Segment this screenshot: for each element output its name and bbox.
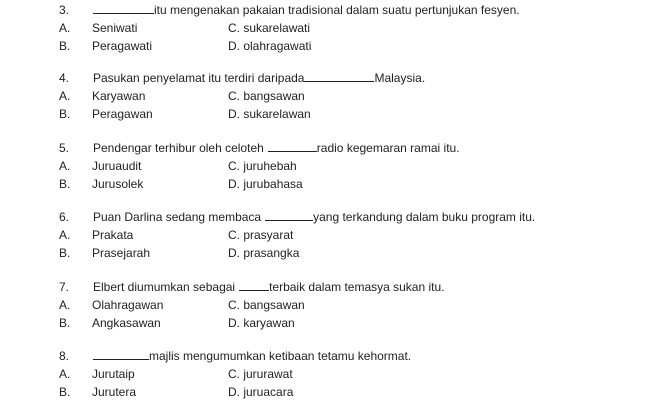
question-stem <box>93 140 460 156</box>
option-b: Peragawati <box>92 39 153 53</box>
answer-blank <box>239 279 269 291</box>
stem-before-text: Elbert diumumkan sebagai <box>93 280 236 294</box>
question-stem <box>93 348 411 364</box>
question-5 <box>0 140 650 194</box>
option-letter-a: A. <box>59 228 71 242</box>
option-letter-a: A. <box>59 159 71 173</box>
option-c: C. juruhebah <box>228 159 297 173</box>
option-c: C. bangsawan <box>228 298 305 312</box>
option-letter-b: B. <box>59 246 71 260</box>
option-a: Prakata <box>92 228 134 242</box>
question-number: 6. <box>59 210 70 224</box>
option-c: C. sukarelawati <box>228 21 311 35</box>
question-stem <box>93 279 445 295</box>
option-letter-b: B. <box>59 39 71 53</box>
question-4 <box>0 70 650 124</box>
option-b: Angkasawan <box>92 316 161 330</box>
option-a: Olahragawan <box>92 298 164 312</box>
option-letter-a: A. <box>59 367 71 381</box>
option-a: Seniwati <box>92 21 138 35</box>
stem-after-text: yang terkandung dalam buku program itu. <box>313 210 536 224</box>
question-7 <box>0 279 650 333</box>
option-d: D. juruacara <box>228 385 294 399</box>
answer-blank <box>93 348 149 360</box>
stem-before-text: Pasukan penyelamat itu terdiri daripada <box>93 71 305 85</box>
stem-before-text: Pendengar terhibur oleh celoteh <box>93 141 264 155</box>
question-number: 8. <box>59 349 70 363</box>
option-a: Juruaudit <box>92 159 142 173</box>
option-b: Prasejarah <box>92 246 151 260</box>
stem-after-text: majlis mengumumkan ketibaan tetamu kehormat. <box>149 349 412 363</box>
option-d: D. karyawan <box>228 316 295 330</box>
option-d: D. prasangka <box>228 246 300 260</box>
option-c: C. bangsawan <box>228 89 305 103</box>
option-letter-a: A. <box>59 298 71 312</box>
option-letter-b: B. <box>59 316 71 330</box>
stem-after-text: Malaysia. <box>374 71 426 85</box>
option-b: Peragawan <box>92 107 153 121</box>
option-letter-b: B. <box>59 107 71 121</box>
answer-blank <box>265 209 313 221</box>
option-letter-b: B. <box>59 177 71 191</box>
option-c: C. jururawat <box>228 367 293 381</box>
answer-blank <box>304 70 374 82</box>
option-d: D. sukarelawan <box>228 107 311 121</box>
option-a: Karyawan <box>92 89 146 103</box>
option-letter-a: A. <box>59 21 71 35</box>
question-stem <box>93 209 535 225</box>
question-6 <box>0 209 650 263</box>
option-d: D. olahragawati <box>228 39 312 53</box>
question-8 <box>0 348 650 402</box>
question-3 <box>0 2 650 56</box>
option-c: C. prasyarat <box>228 228 294 242</box>
answer-blank <box>268 140 317 152</box>
question-stem <box>93 2 520 18</box>
stem-after-text: itu mengenakan pakaian tradisional dalam suatu pertunjukan fesyen. <box>154 3 520 17</box>
question-number: 3. <box>59 3 70 17</box>
answer-blank <box>93 2 154 14</box>
stem-after-text: radio kegemaran ramai itu. <box>316 141 460 155</box>
question-stem <box>93 70 425 86</box>
question-number: 4. <box>59 71 70 85</box>
option-a: Jurutaip <box>92 367 135 381</box>
option-d: D. jurubahasa <box>228 177 303 191</box>
question-number: 7. <box>59 280 70 294</box>
question-number: 5. <box>59 141 70 155</box>
stem-after-text: terbaik dalam temasya sukan itu. <box>269 280 445 294</box>
option-b: Jurutera <box>92 385 137 399</box>
stem-before-text: Puan Darlina sedang membaca <box>93 210 262 224</box>
option-letter-a: A. <box>59 89 71 103</box>
option-letter-b: B. <box>59 385 71 399</box>
option-b: Jurusolek <box>92 177 144 191</box>
